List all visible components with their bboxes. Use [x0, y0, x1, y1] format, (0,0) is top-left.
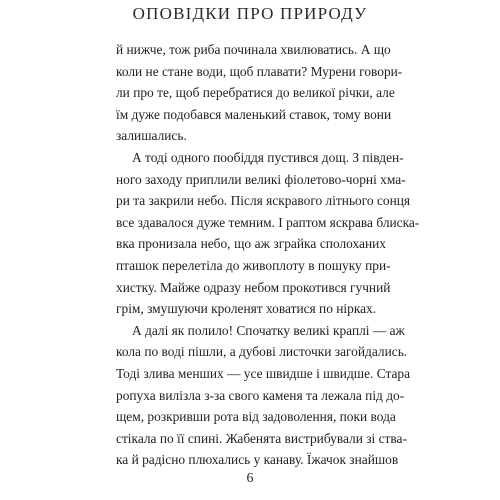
text-line: ропуха вилізла з-за свого каменя та лежала під до- [116, 387, 405, 403]
text-line: коли не стане води, щоб плавати? Мурени говори- [116, 63, 403, 79]
text-line: вка пронизала небо, що аж зграйка сполоханих [116, 236, 386, 252]
page-number: 6 [246, 471, 254, 486]
running-head: ОПОВІДКИ ПРО ПРИРОДУ [132, 4, 368, 23]
text-line: ли про те, щоб перебратися до великої річки, але [116, 85, 395, 101]
text-line: щем, розкривши рота від задоволення, поки вода [116, 409, 396, 425]
text-line: все здавалося дуже темним. І раптом яскрава блиска- [116, 214, 420, 230]
text-line: грім, змушуючи кроленят ховатися по нірках. [116, 301, 377, 317]
text-line: ри та закрили небо. Після яскравого літнього сонця [116, 193, 411, 209]
text-line: їм дуже подобався маленький ставок, тому вони [116, 106, 392, 122]
text-line: й нижче, тож риба починала хвилюватись. А що [116, 42, 391, 57]
text-line: А далі як полило! Спочатку великі краплі — аж [132, 322, 405, 338]
text-line: хистку. Майже одразу небом прокотився гучний [116, 279, 391, 295]
text-line: стікала по її спині. Жабенята вистрибували зі ства- [116, 430, 407, 446]
text-line: Тоді злива менших — усе швидше і швидше. Стара [116, 365, 411, 381]
text-line: залишались. [116, 128, 187, 144]
text-line: А тоді одного пообіддя пустився дощ. З півден- [132, 149, 404, 165]
text-line: кола по воді пішли, а дубові листочки загойдались. [116, 344, 408, 360]
text-line: ка й радісно плюхались у канаву. Їжачок знайшов [116, 452, 399, 468]
body-text [116, 39, 420, 471]
text-line: ного заходу приплили великі фіолетово-чорні хма- [116, 171, 406, 187]
text-line: пташок перелетіла до живоплоту в пошуку при- [116, 257, 391, 273]
